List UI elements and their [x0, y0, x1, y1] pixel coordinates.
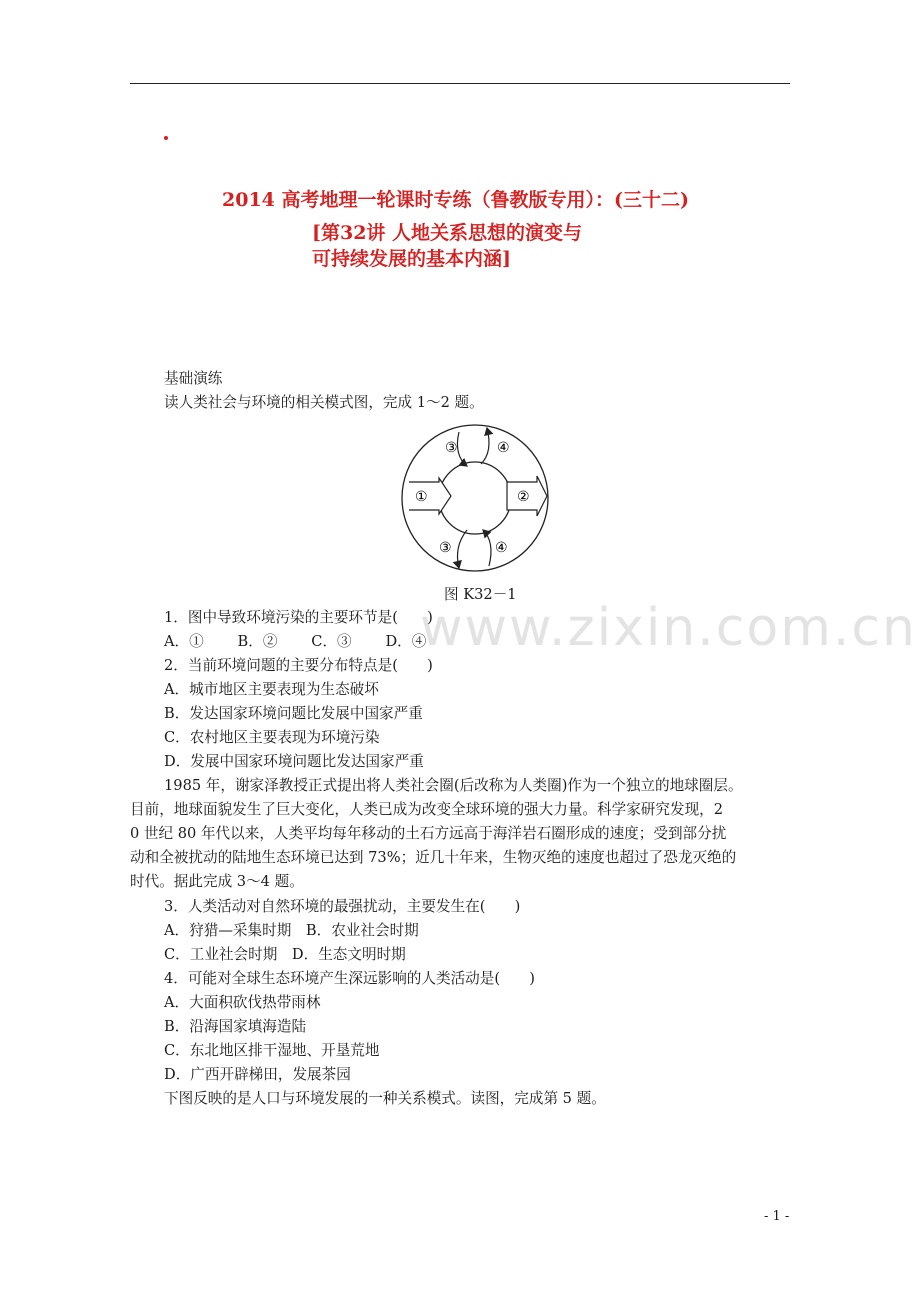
doc-title-line1: 2014 高考地理一轮课时专练（鲁教版专用）：(三十二): [222, 189, 689, 211]
watermark: www.zixin.com.cn: [420, 598, 917, 658]
passage-line-4: 动和全被扰动的陆地生态环境已达到 73%；近几十年来，生物灭绝的速度也超过了恐龙灭绝的: [130, 849, 737, 866]
label-4-top: ④: [497, 440, 510, 456]
top-curve-arrow-4: [481, 428, 489, 464]
red-dot-mark: [164, 136, 168, 140]
question-1: 1．图中导致环境污染的主要环节是( ): [164, 609, 433, 626]
question-5-intro: 下图反映的是人口与环境发展的一种关系模式。读图，完成第 5 题。: [164, 1090, 606, 1107]
intro-text: 读人类社会与环境的相关模式图，完成 1～2 题。: [164, 394, 484, 411]
passage-line-3: 0 世纪 80 年代以来，人类平均每年移动的土石方远高于海洋岩石圈形成的速度；受到部分扰: [130, 825, 727, 842]
passage-line-1: 1985 年，谢家泽教授正式提出将人类社会圈(后改称为人类圈)作为一个独立的地球圈层。: [164, 777, 743, 794]
page-number: - 1 -: [764, 1209, 790, 1224]
option-2a: A．城市地区主要表现为生态破坏: [164, 681, 379, 698]
label-4-bottom: ④: [495, 540, 508, 556]
section-heading: 基础演练: [164, 370, 223, 387]
passage-line-5: 时代。据此完成 3～4 题。: [130, 873, 304, 890]
label-3-bottom: ③: [439, 540, 452, 556]
option-4c: C．东北地区排干湿地、开垦荒地: [164, 1042, 380, 1059]
passage-line-2: 目前，地球面貌发生了巨大变化，人类已成为改变全球环境的强大力量。科学家研究发现，2: [130, 801, 724, 818]
option-2d: D．发展中国家环境问题比发达国家严重: [164, 753, 424, 770]
option-2c: C．农村地区主要表现为环境污染: [164, 729, 380, 746]
top-curve-arrow-3: [457, 432, 467, 466]
option-4d: D．广西开辟梯田，发展茶园: [164, 1066, 351, 1083]
option-3cd: C．工业社会时期 D．生态文明时期: [164, 946, 406, 963]
question-1-options: A．① B．② C．③ D．④: [164, 633, 427, 650]
option-4b: B．沿海国家填海造陆: [164, 1018, 307, 1035]
human-environment-diagram: [397, 420, 557, 580]
doc-title-line2: [第32讲 人地关系思想的演变与: [312, 222, 583, 244]
option-2b: B．发达国家环境问题比发展中国家严重: [164, 705, 423, 722]
label-2: ②: [517, 489, 530, 505]
label-3-top: ③: [445, 440, 458, 456]
bottom-curve-arrow-3: [457, 530, 467, 568]
option-4a: A．大面积砍伐热带雨林: [164, 994, 321, 1011]
header-rule: [130, 83, 790, 84]
doc-title-line3: 可持续发展的基本内涵]: [312, 248, 511, 270]
label-1: ①: [415, 489, 428, 505]
question-2: 2．当前环境问题的主要分布特点是( ): [164, 657, 433, 674]
question-3: 3．人类活动对自然环境的最强扰动，主要发生在( ): [164, 898, 521, 915]
question-4: 4．可能对全球生态环境产生深远影响的人类活动是( ): [164, 970, 535, 987]
figure-caption: 图 K32－1: [444, 586, 517, 603]
bottom-curve-arrow-4: [483, 530, 491, 566]
option-3ab: A．狩猎—采集时期 B．农业社会时期: [164, 922, 419, 939]
